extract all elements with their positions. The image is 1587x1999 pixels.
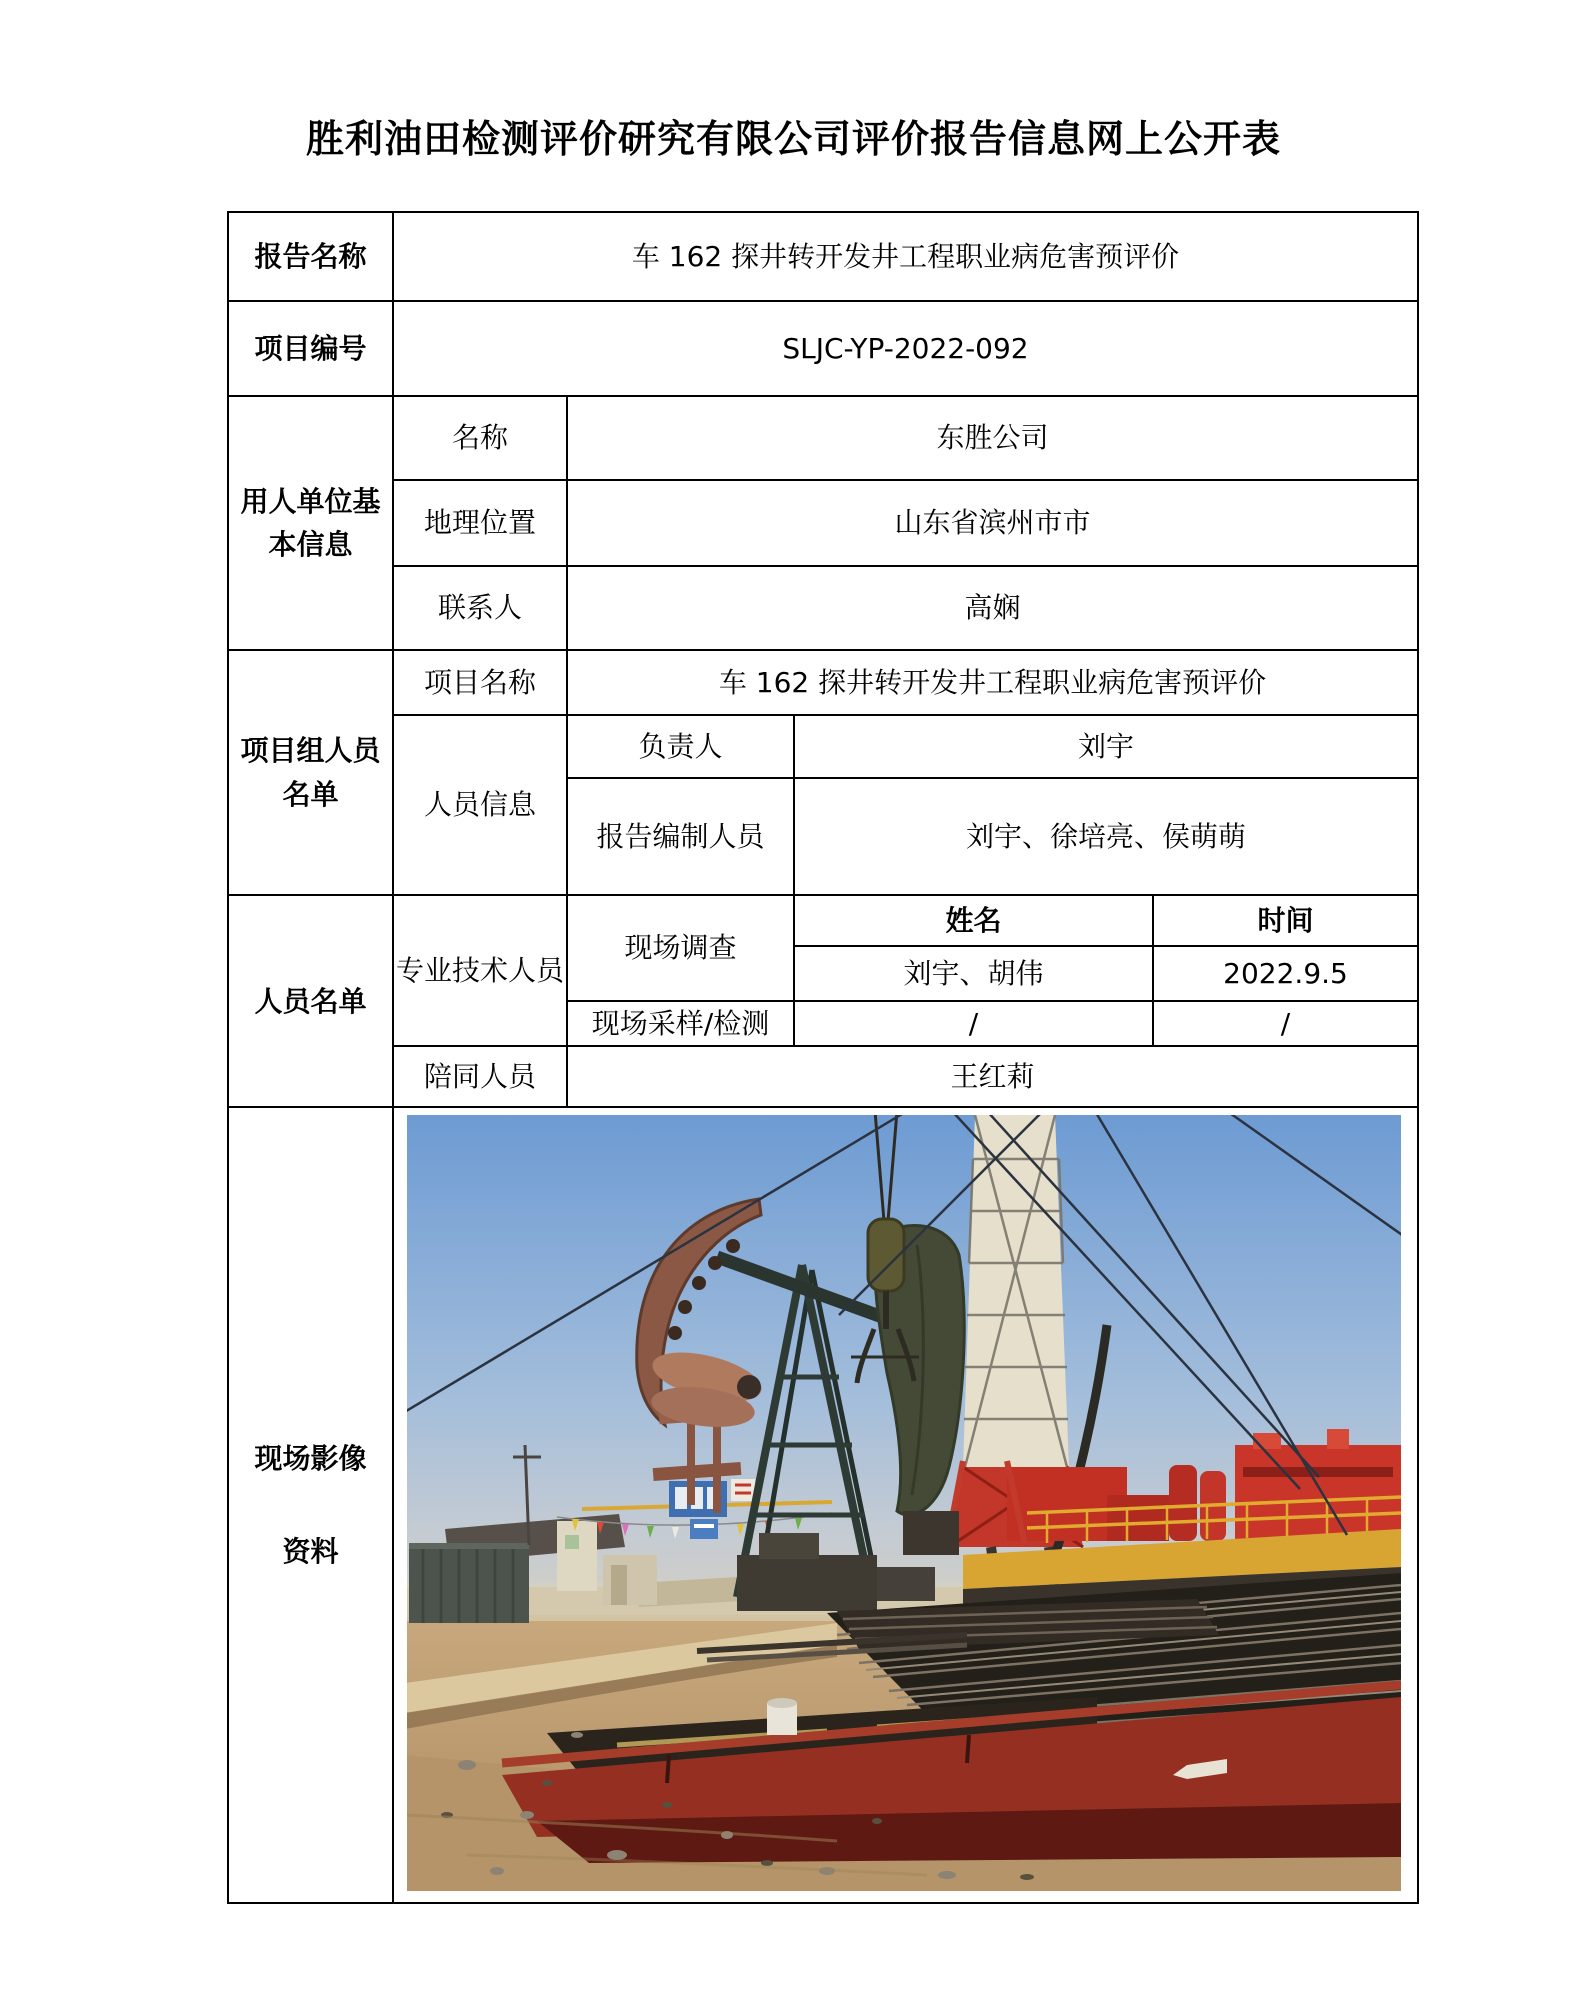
employer-location-value: 山东省滨州市市 [567,480,1418,566]
leader-label: 负责人 [567,715,794,778]
employer-section-label: 用人单位基本信息 [228,396,393,650]
team-project-name-value: 车 162 探井转开发井工程职业病危害预评价 [567,650,1418,715]
site-photo [407,1115,1401,1891]
media-label-line2: 资料 [282,1535,339,1569]
table-row [228,895,1418,946]
media-photo-cell [393,1107,1418,1903]
team-project-name-label: 项目名称 [393,650,567,715]
table-row [228,480,1418,566]
escort-value: 王红莉 [567,1046,1418,1107]
compilers-label: 报告编制人员 [567,778,794,895]
table-row [228,396,1418,480]
sampling-time: / [1153,1001,1418,1046]
employer-contact-value: 高娴 [567,566,1418,650]
table-row [228,566,1418,650]
sampling-label: 现场采样/检测 [567,1001,794,1046]
table-row [228,1107,1418,1903]
compilers-value: 刘宇、徐培亮、侯萌萌 [794,778,1418,895]
tech-personnel-label: 专业技术人员 [393,895,567,1046]
personnel-info-label: 人员信息 [393,715,567,895]
employer-contact-label: 联系人 [393,566,567,650]
table-row [228,212,1418,301]
site-survey-names: 刘宇、胡伟 [794,946,1153,1001]
site-photo-graphic [407,1115,1401,1891]
time-column-header: 时间 [1153,895,1418,946]
project-no-value: SLJC-YP-2022-092 [393,301,1418,396]
table-row [228,715,1418,778]
employer-name-value: 东胜公司 [567,396,1418,480]
media-label-gap [229,1480,392,1530]
name-column-header: 姓名 [794,895,1153,946]
media-section-label [228,1107,393,1903]
leader-value: 刘宇 [794,715,1418,778]
table-row [228,650,1418,715]
report-name-label: 报告名称 [228,212,393,301]
table-row [228,1046,1418,1107]
page-title: 胜利油田检测评价研究有限公司评价报告信息网上公开表 [305,117,1281,161]
personnel-section-label: 人员名单 [228,895,393,1107]
project-no-label: 项目编号 [228,301,393,396]
report-name-value: 车 162 探井转开发井工程职业病危害预评价 [393,212,1418,301]
employer-name-label: 名称 [393,396,567,480]
escort-label: 陪同人员 [393,1046,567,1107]
site-survey-label: 现场调查 [567,895,794,1001]
sampling-names: / [794,1001,1153,1046]
project-team-section-label: 项目组人员名单 [228,650,393,895]
media-label-line1: 现场影像 [254,1442,367,1475]
site-survey-time: 2022.9.5 [1153,946,1418,1001]
report-info-table [227,211,1419,1904]
table-row [228,301,1418,396]
employer-location-label: 地理位置 [393,480,567,566]
